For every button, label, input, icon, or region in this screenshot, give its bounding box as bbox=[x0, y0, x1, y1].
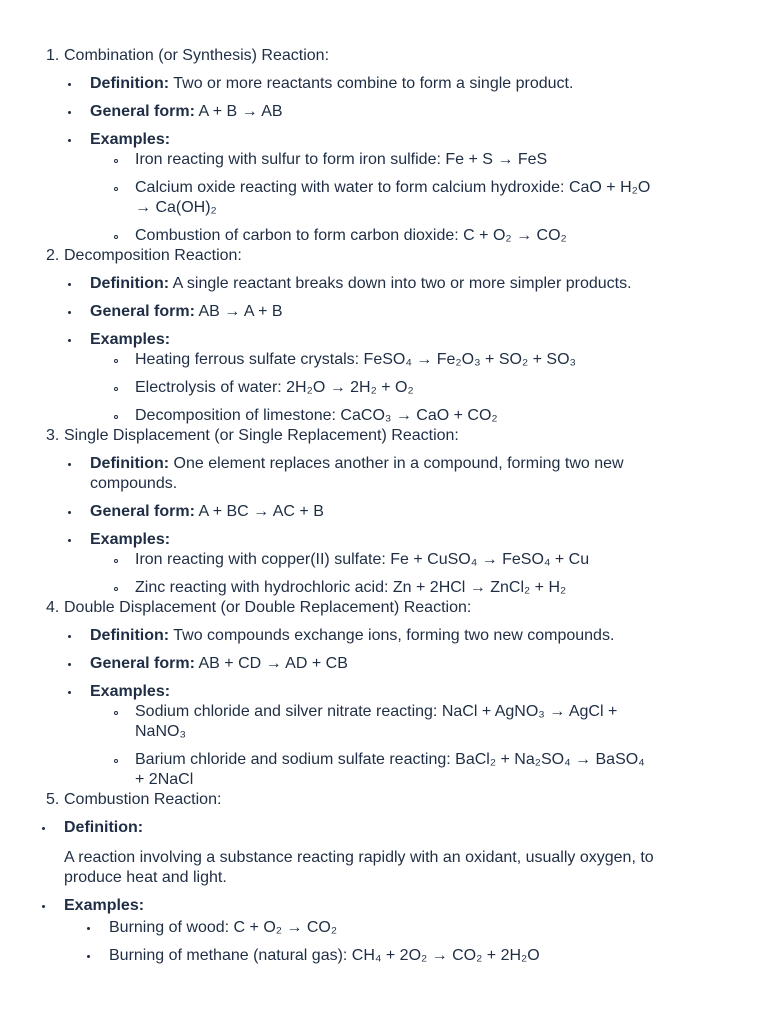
section-bullets bbox=[0, 74, 768, 246]
general-form-item bbox=[0, 102, 768, 122]
definition-item bbox=[0, 626, 768, 646]
section-title: Double Displacement (or Double Replacement) Reaction: bbox=[64, 599, 472, 616]
definition-label: Definition: bbox=[90, 275, 170, 292]
definition-item bbox=[0, 454, 768, 494]
section-heading bbox=[0, 598, 768, 618]
example-item: Iron reacting with copper(II) sulfate: Fe + CuSO₄ → FeSO₄ + Cu bbox=[90, 550, 712, 570]
example-item: Decomposition of limestone: CaCO₃ → CaO + CO₂ bbox=[90, 406, 712, 426]
examples-label: Examples: bbox=[90, 683, 171, 700]
section-title: Combination (or Synthesis) Reaction: bbox=[64, 47, 330, 64]
examples-item bbox=[0, 530, 768, 598]
reaction-sections bbox=[0, 46, 768, 790]
section-heading bbox=[0, 426, 768, 446]
section-heading bbox=[0, 246, 768, 266]
general-form-text: A + BC → AC + B bbox=[198, 503, 324, 520]
definition-text: Two compounds exchange ions, forming two new compounds. bbox=[173, 627, 615, 644]
examples-item bbox=[0, 130, 768, 246]
section-bullets bbox=[0, 454, 768, 598]
example-item: Electrolysis of water: 2H₂O → 2H₂ + O₂ bbox=[90, 378, 712, 398]
example-item: Heating ferrous sulfate crystals: FeSO₄ → Fe₂O₃ + SO₂ + SO₃ bbox=[90, 350, 712, 370]
section-number: 4. bbox=[46, 599, 60, 616]
examples-label: Examples: bbox=[90, 331, 171, 348]
examples-label: Examples: bbox=[90, 531, 171, 548]
definition-item bbox=[0, 274, 768, 294]
examples-list bbox=[90, 350, 712, 426]
definition-text: Two or more reactants combine to form a single product. bbox=[173, 75, 574, 92]
examples-label: Examples: bbox=[64, 897, 145, 914]
section-number: 3. bbox=[46, 427, 60, 444]
section-3 bbox=[0, 426, 768, 598]
general-form-label: General form: bbox=[90, 503, 195, 520]
section-number: 1. bbox=[46, 47, 60, 64]
example-item: Burning of methane (natural gas): CH₄ + 2O₂ → CO₂ + 2H₂O bbox=[64, 946, 712, 966]
section-title: Single Displacement (or Single Replacement) Reaction: bbox=[64, 427, 459, 444]
example-item: Barium chloride and sodium sulfate reacting: BaCl₂ + Na₂SO₄ → BaSO₄ + 2NaCl bbox=[90, 750, 712, 790]
definition-text: A reaction involving a substance reacting rapidly with an oxidant, usually oxygen, to produce heat and light. bbox=[64, 849, 654, 886]
definition-text: A single reactant breaks down into two or more simpler products. bbox=[172, 275, 632, 292]
example-item: Calcium oxide reacting with water to form calcium hydroxide: CaO + H₂O → Ca(OH)₂ bbox=[90, 178, 712, 218]
example-item: Burning of wood: C + O₂ → CO₂ bbox=[64, 918, 712, 938]
examples-item bbox=[0, 330, 768, 426]
examples-label: Examples: bbox=[90, 131, 171, 148]
example-item: Sodium chloride and silver nitrate reacting: NaCl + AgNO₃ → AgCl + NaNO₃ bbox=[90, 702, 712, 742]
general-form-label: General form: bbox=[90, 103, 195, 120]
general-form-item bbox=[0, 302, 768, 322]
section-2 bbox=[0, 246, 768, 426]
section-number: 2. bbox=[46, 247, 60, 264]
examples-item bbox=[0, 682, 768, 790]
combustion-bullets bbox=[0, 818, 768, 966]
section-heading bbox=[0, 46, 768, 66]
general-form-label: General form: bbox=[90, 655, 195, 672]
general-form-label: General form: bbox=[90, 303, 195, 320]
example-item: Combustion of carbon to form carbon dioxide: C + O₂ → CO₂ bbox=[90, 226, 712, 246]
combustion-examples-item bbox=[0, 896, 768, 966]
combustion-definition-item bbox=[0, 818, 768, 888]
section-bullets bbox=[0, 626, 768, 790]
definition-label: Definition: bbox=[90, 627, 170, 644]
examples-list bbox=[90, 150, 712, 246]
definition-item bbox=[0, 74, 768, 94]
section-heading bbox=[0, 790, 768, 810]
section-4 bbox=[0, 598, 768, 790]
examples-list bbox=[90, 550, 712, 598]
definition-label: Definition: bbox=[64, 819, 144, 836]
section-title: Decomposition Reaction: bbox=[64, 247, 242, 264]
definition-text: One element replaces another in a compound, forming two new compounds. bbox=[90, 455, 624, 492]
example-item: Zinc reacting with hydrochloric acid: Zn + 2HCl → ZnCl₂ + H₂ bbox=[90, 578, 712, 598]
section-title: Combustion Reaction: bbox=[64, 791, 222, 808]
section-combustion bbox=[0, 790, 768, 966]
definition-label: Definition: bbox=[90, 455, 170, 472]
general-form-text: AB + CD → AD + CB bbox=[198, 655, 348, 672]
general-form-item bbox=[0, 654, 768, 674]
general-form-item bbox=[0, 502, 768, 522]
section-1 bbox=[0, 46, 768, 246]
examples-list bbox=[64, 918, 712, 966]
examples-list bbox=[90, 702, 712, 790]
section-number: 5. bbox=[46, 791, 60, 808]
general-form-text: AB → A + B bbox=[198, 303, 283, 320]
section-bullets bbox=[0, 274, 768, 426]
example-item: Iron reacting with sulfur to form iron sulfide: Fe + S → FeS bbox=[90, 150, 712, 170]
general-form-text: A + B → AB bbox=[198, 103, 283, 120]
definition-label: Definition: bbox=[90, 75, 170, 92]
